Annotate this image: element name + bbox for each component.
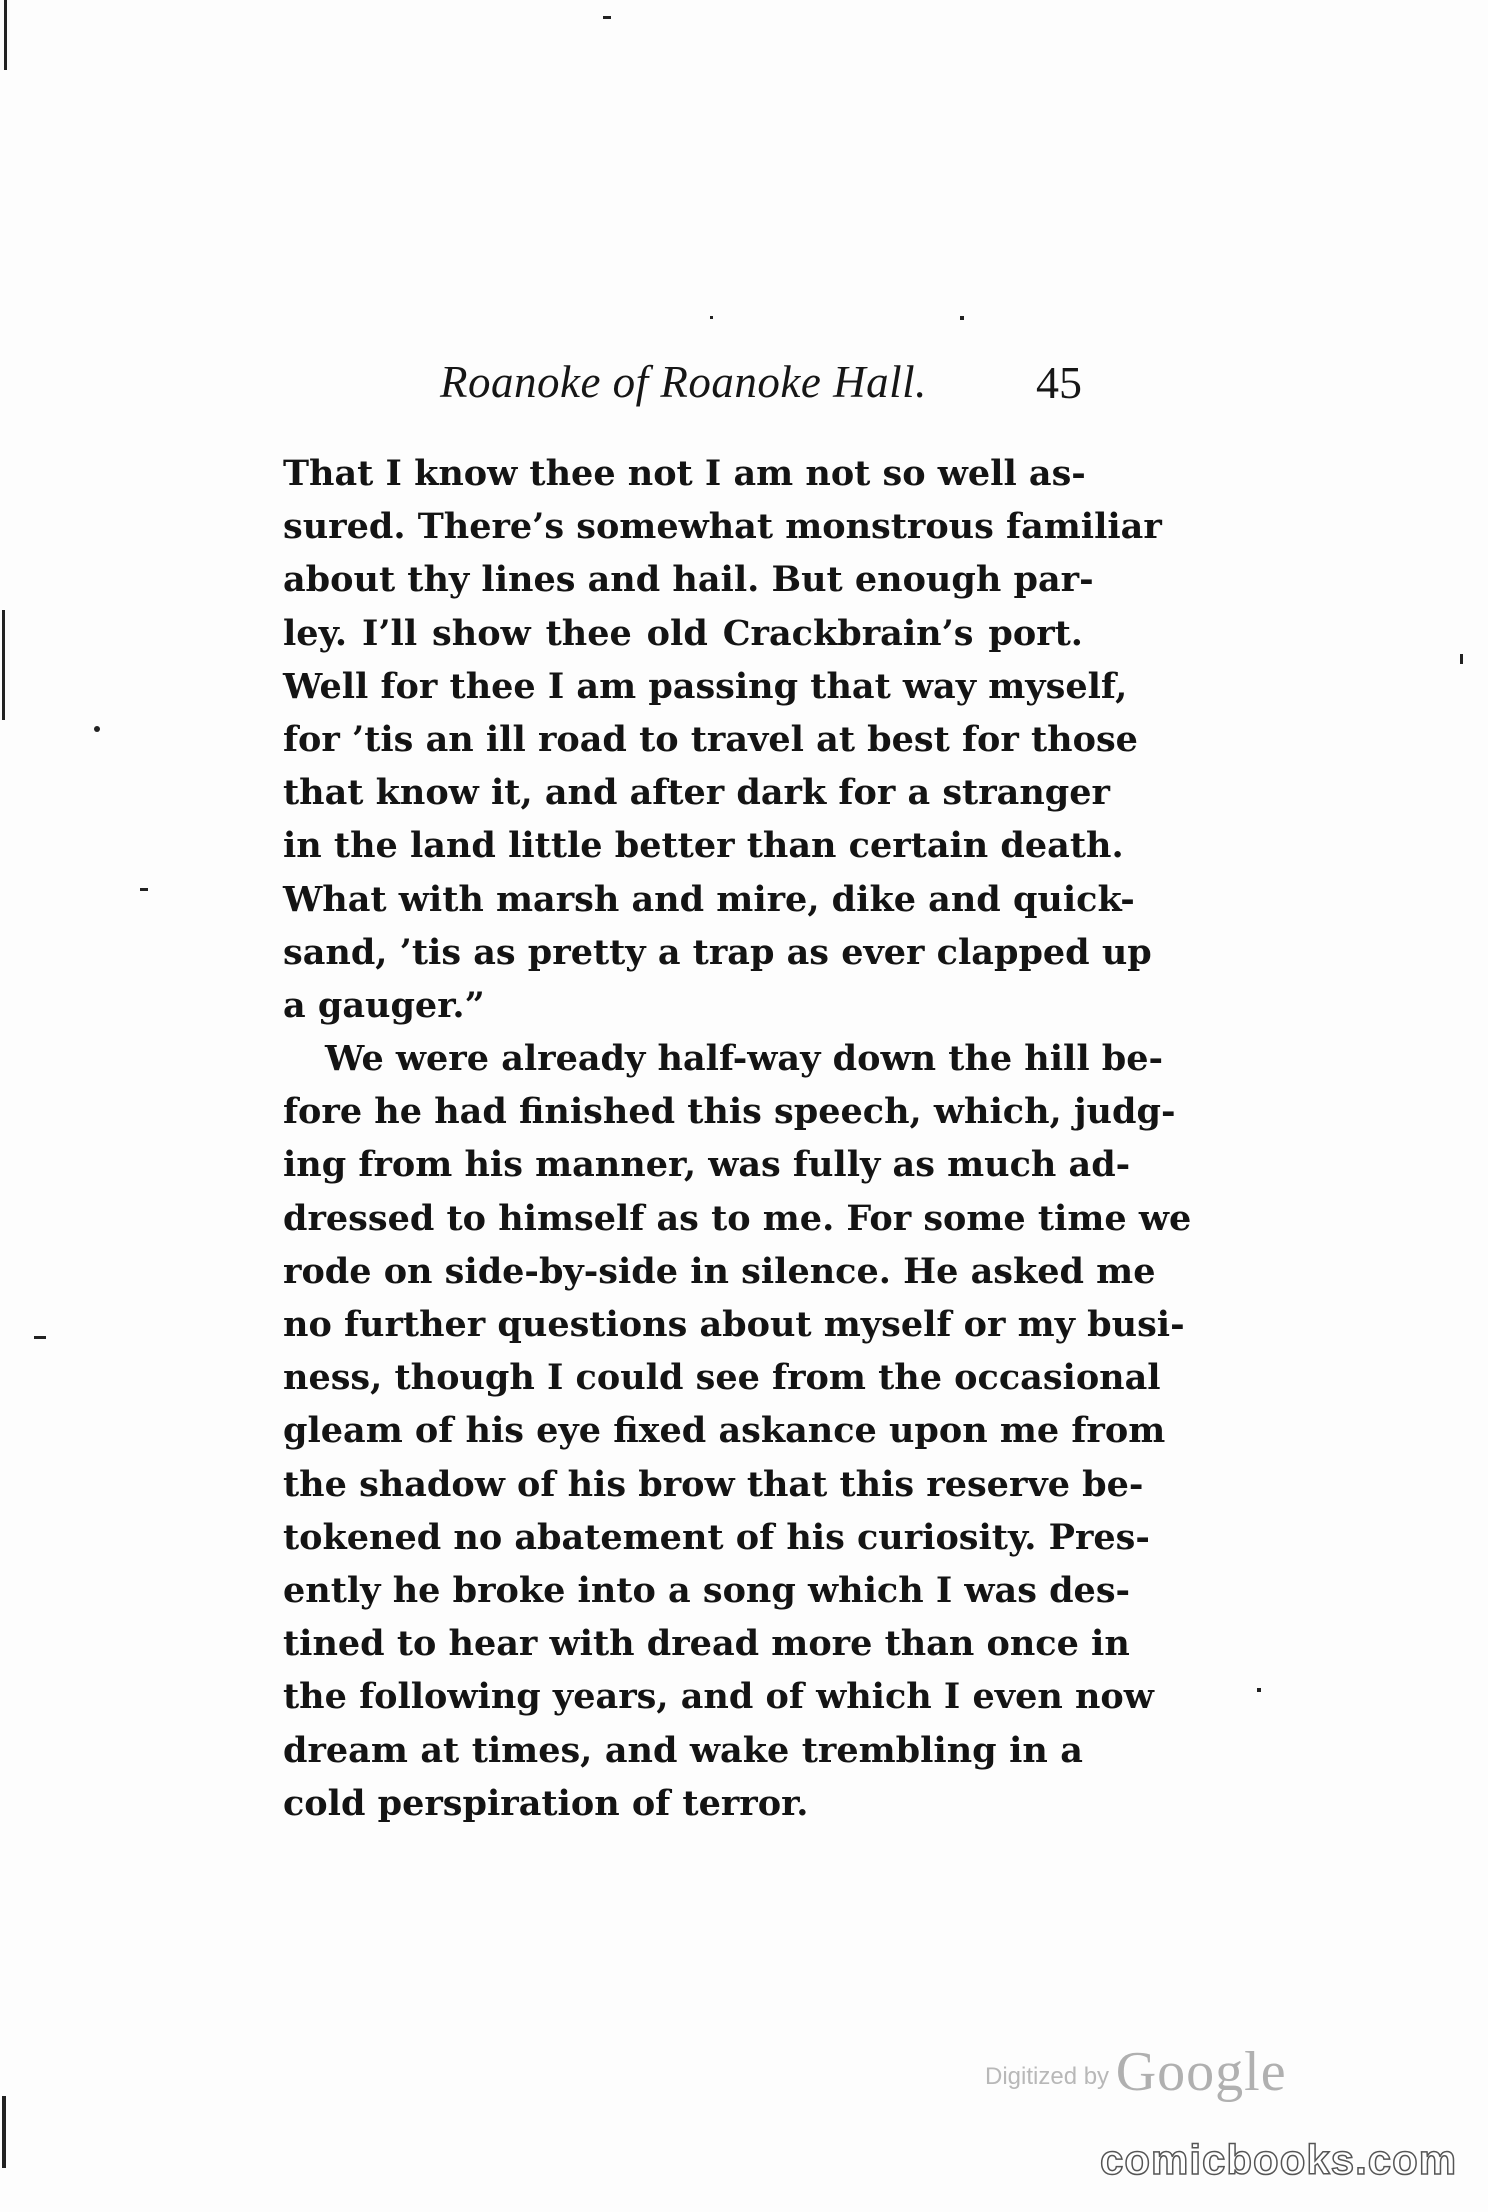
text-line: ley. I’ll show thee old Crackbrain’s port. xyxy=(283,612,1083,654)
scan-mark xyxy=(1257,1688,1261,1692)
scan-mark xyxy=(140,888,148,891)
text-line: What with marsh and mire, dike and quick- xyxy=(283,878,1135,920)
text-line: a gauger.” xyxy=(283,984,485,1026)
digitized-by-mark xyxy=(985,2040,1287,2104)
text-line: dressed to himself as to me. For some time we xyxy=(283,1197,1192,1239)
scan-mark xyxy=(710,316,713,319)
text-line: in the land little better than certain death. xyxy=(283,825,1124,867)
text-line: dream at times, and wake trembling in a xyxy=(283,1729,1083,1771)
text-line: tined to hear with dread more than once in xyxy=(283,1623,1130,1665)
text-line: sured. There’s somewhat monstrous familiar xyxy=(283,506,1162,548)
scan-mark xyxy=(2,2096,6,2168)
text-line: ing from his manner, was fully as much ad- xyxy=(283,1144,1131,1186)
text-line: ness, though I could see from the occasional xyxy=(283,1357,1161,1399)
scan-mark xyxy=(34,1336,46,1339)
text-line: about thy lines and hail. But enough par- xyxy=(283,559,1094,601)
scan-mark xyxy=(1460,654,1463,664)
text-line: cold perspiration of terror. xyxy=(283,1782,809,1824)
text-line: no further questions about myself or my busi- xyxy=(283,1304,1185,1345)
text-line: sand, ’tis as pretty a trap as ever clapped up xyxy=(283,931,1152,973)
running-head-title: Roanoke of Roanoke Hall. xyxy=(440,357,927,407)
site-watermark: comicbooks.com xyxy=(1100,2136,1458,2183)
text-line: That I know thee not I am not so well as- xyxy=(283,453,1086,494)
scan-mark xyxy=(4,0,7,70)
scan-mark xyxy=(94,726,100,732)
scan-mark xyxy=(603,16,611,19)
text-line: for ’tis an ill road to travel at best for those xyxy=(283,718,1138,760)
text-line: the shadow of his brow that this reserve be- xyxy=(283,1463,1144,1505)
text-line: fore he had finished this speech, which, judg- xyxy=(283,1091,1176,1133)
text-line: gleam of his eye fixed askance upon me from xyxy=(283,1410,1166,1452)
text-line: We were already half-way down the hill be- xyxy=(325,1038,1164,1080)
text-line: Well for thee I am passing that way myself, xyxy=(283,665,1128,707)
page-number: 45 xyxy=(1036,357,1082,408)
text-line: rode on side-by-side in silence. He asked me xyxy=(283,1250,1156,1292)
text-line: that know it, and after dark for a stranger xyxy=(283,772,1110,814)
scan-mark xyxy=(960,316,964,320)
text-line: the following years, and of which I even now xyxy=(283,1676,1154,1718)
text-line: tokened no abatement of his curiosity. Pres- xyxy=(283,1516,1150,1558)
google-logo: Google xyxy=(1115,2041,1287,2103)
body-text xyxy=(283,447,1192,1830)
scan-mark xyxy=(2,610,5,720)
text-line: ently he broke into a song which I was des- xyxy=(283,1569,1131,1611)
digitized-prefix: Digitized by xyxy=(985,2063,1110,2090)
